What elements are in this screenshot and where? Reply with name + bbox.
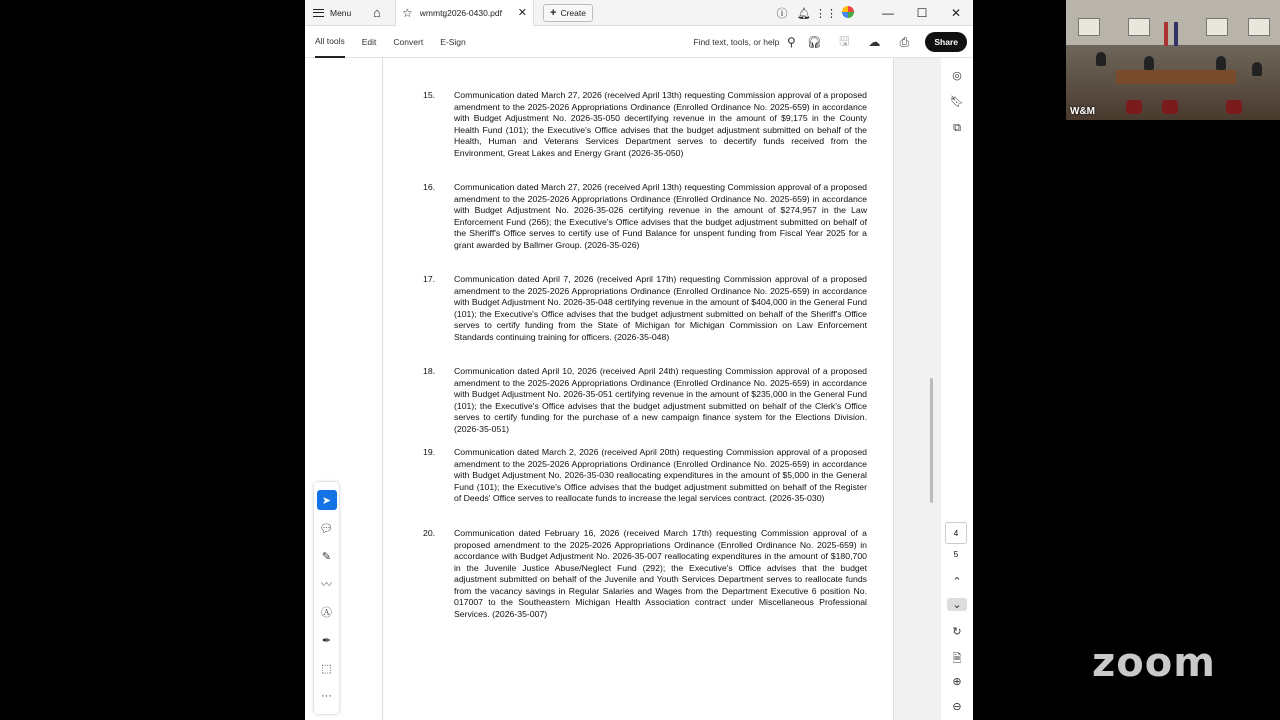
item-number: 20. [423,528,436,538]
rotate-icon[interactable]: ↻ [952,626,962,638]
video-window [1206,18,1228,36]
text-box-icon[interactable]: Ⓐ [321,607,332,619]
item-text: Communication dated March 2, 2026 (received April 20th) requesting Commission approval of a proposed amendment to the 2025-2026 Appropriations Ordinance (Enrolled Ordinance No. 2025-659) in accordance with Budget Adjustment No. 2026-35-030 reallocating expenditures in the amount of $5,000 in the General Fund (101); the Executive's Office advises that the budget adjustment submitted on behalf of the Register of Deeds' Office serves to reallocate funds to increase the legal services contract. (2026-35-030) [454,447,867,503]
draw-freehand-icon[interactable]: 〰 [321,579,332,591]
star-icon[interactable]: ☆ [402,5,413,20]
item-text: Communication dated March 27, 2026 (received April 13th) requesting Commission approval of a proposed amendment to the 2025-2026 Appropriations Ordinance (Enrolled Ordinance No. 2025-659) in accordance with Budget Adjustment No. 2026-35-026 certifying revenue in the amount of $274,957 in the Law Enforcement Fund (266); the Executive's Office advises that the budget adjustment submitted on behalf of the Sheriff's Office serves to certify use of Fund Balance for unspent funding from Fiscal Year 2025 for a grant awarded by Ballmer Group. (2026-35-026) [454,182,867,250]
find-text-label[interactable]: Find text, tools, or help [693,37,780,47]
person [1252,62,1262,76]
chair [1162,100,1178,114]
more-tools-icon[interactable]: ··· [321,690,332,702]
tab-esign[interactable]: E-Sign [440,36,466,47]
video-desk [1116,70,1236,84]
search-icon[interactable]: ⚲ [786,35,796,49]
print-icon[interactable]: ⎙ [899,34,910,49]
plus-icon: + [550,6,557,19]
acrobat-window [305,0,973,720]
tools-toolbar [305,26,973,58]
tab-edit[interactable]: Edit [361,36,377,47]
list-item [423,366,867,435]
item-number: 16. [423,182,436,192]
copy-pages-icon[interactable]: ⧉ [953,122,961,134]
hamburger-icon [313,9,324,17]
video-window [1248,18,1270,36]
select-area-icon[interactable]: ⬚ [321,662,332,675]
zoom-in-icon[interactable]: ⊕ [952,676,962,688]
current-page-field[interactable]: 4 [945,522,967,544]
titlebar-right-controls [771,0,973,26]
chevron-up-icon[interactable]: ⌃ [952,576,962,588]
help-icon[interactable]: ⓘ [776,8,788,20]
menu-button[interactable] [313,8,359,18]
pdf-page [382,58,894,720]
tab-convert[interactable]: Convert [393,36,424,47]
left-rail [305,58,382,720]
minimize-icon[interactable]: — [882,6,894,20]
chair [1226,100,1242,114]
maximize-icon[interactable]: ☐ [916,6,928,20]
zoom-logo: zoom [1092,640,1216,686]
list-item [423,447,867,505]
chevron-down-icon[interactable]: ⌄ [947,598,967,611]
list-item [423,274,867,343]
select-cursor-icon[interactable]: ➤ [317,490,337,510]
zoom-out-icon[interactable]: ⊖ [952,701,962,713]
list-item [423,182,867,251]
page-info-icon[interactable]: 🗎 [952,653,962,665]
headphones-icon[interactable]: 🎧︎ [806,35,822,49]
bookmarks-icon[interactable]: 🔖︎ [950,96,964,108]
right-rail [941,58,973,720]
video-window [1128,18,1150,36]
item-text: Communication dated March 27, 2026 (received April 13th) requesting Commission approval of a proposed amendment to the 2025-2026 Appropriations Ordinance (Enrolled Ordinance No. 2025-659) in accordance with Budget Adjustment No. 2026-35-050 decertifying revenue in the amount of $9,175 in the County Health Fund (101); the Executive's Office advises that the budget adjustment submitted on behalf of the Health, Human and Veterans Services Department serves to decertify funds received from the Environment, Great Lakes and Energy Grant (2026-35-050) [454,90,867,158]
tab-title: wmmtg2026-0430.pdf [419,7,502,18]
chair [1126,100,1142,114]
list-item [423,528,867,620]
home-icon[interactable]: ⌂ [373,5,381,20]
item-number: 18. [423,366,436,376]
apps-grid-icon[interactable]: ⋮⋮ [815,7,837,20]
profile-avatar-icon[interactable] [837,6,859,21]
close-window-icon[interactable]: ✕ [950,6,962,20]
upload-cloud-icon[interactable]: ☁ [868,35,881,49]
item-text: Communication dated April 7, 2026 (received April 17th) requesting Commission approval of a proposed amendment to the 2025-2026 Appropriations Ordinance (Enrolled Ordinance No. 2025-659) in accordance with Budget Adjustment No. 2026-35-048 certifying revenue in the amount of $404,000 in the General Fund (101); the Executive's Office advises that the budget adjustment submitted on behalf of the Sheriff's Office serves to certify funding from the State of Michigan for Michigan Commission on Law Enforcement Standards continuing training for officers. (2026-35-048) [454,274,867,342]
flag [1174,22,1178,46]
ai-assistant-icon[interactable]: ◎ [952,70,962,82]
person [1216,56,1226,70]
toolbar-right [693,26,967,58]
document-tab[interactable] [395,0,534,26]
create-label: Create [560,7,586,18]
video-label: W&M [1070,106,1095,117]
close-tab-icon[interactable]: ✕ [517,7,527,19]
menu-label: Menu [330,7,352,18]
share-button[interactable]: Share [925,32,967,52]
item-number: 19. [423,447,436,457]
notifications-bell-icon[interactable]: 🔔︎ [797,7,811,20]
add-comment-icon[interactable]: 💬︎ [319,522,334,535]
item-number: 17. [423,274,436,284]
total-pages: 5 [953,550,959,559]
save-icon[interactable]: 🖫 [839,33,850,48]
create-button[interactable] [543,4,593,22]
video-thumbnail[interactable] [1066,0,1280,120]
item-text: Communication dated April 10, 2026 (received April 24th) requesting Commission approval of a proposed amendment to the 2025-2026 Appropriations Ordinance (Enrolled Ordinance No. 2025-659) in accordance with Budget Adjustment No. 2026-35-051 certifying revenue in the amount of $235,000 in the General Fund (101); the Executive's Office advises that the budget adjustment submitted on behalf of the Clerk's Office serves to certify funding for the purchase of a new campaign finance system for the Elections Division. (2026-35-051) [454,366,867,434]
person [1144,56,1154,70]
window-controls [871,6,973,20]
sign-pen-icon[interactable]: ✒ [321,634,332,647]
item-text: Communication dated February 16, 2026 (received March 17th) requesting Commission approval of a proposed amendment to the 2025-2026 Appropriations Ordinance (Enrolled Ordinance No. 2025-659) in accordance with Budget Adjustment No. 2026-35-007 reallocating expenditures in the amount of $180,700 in the Juvenile Justice Abuse/Neglect Fund (292); the Executive's Office advises that the budget adjustment submitted on behalf of the Juvenile and Youth Services Department serves to reallocate funds from the vacancy savings in Regular Salaries and Wages from the Department Executive 6 position No. 017007 to the Southeastern Michigan Health Association contract under Miscellaneous Professional Services. (2026-35-007) [454,528,867,619]
flag [1164,22,1168,46]
person [1096,52,1106,66]
highlight-pen-icon[interactable]: ✎ [321,550,332,563]
video-window [1078,18,1100,36]
list-item [423,90,867,159]
tab-all-tools[interactable]: All tools [315,26,345,58]
title-bar [305,0,973,26]
document-area [305,58,973,720]
item-number: 15. [423,90,436,100]
quick-tools-panel [314,482,339,714]
vertical-scrollbar[interactable] [930,378,933,503]
